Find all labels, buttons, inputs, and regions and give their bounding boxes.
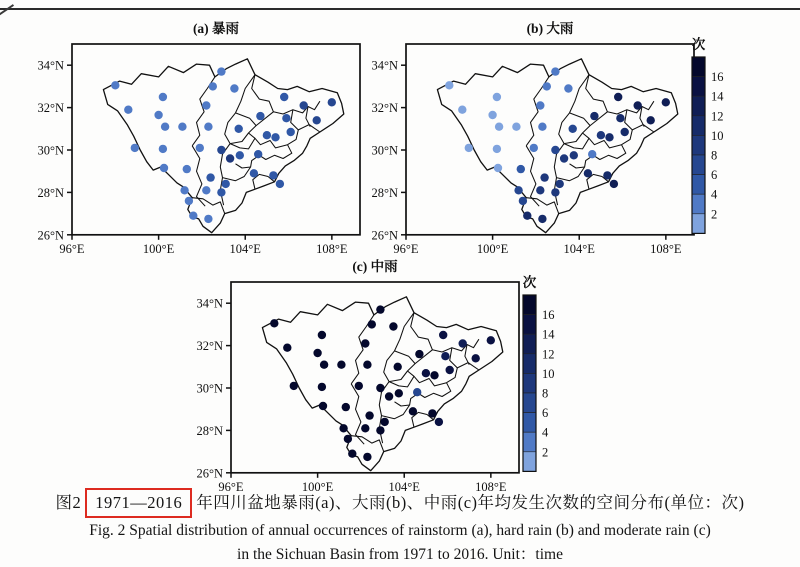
station-dot <box>111 81 119 89</box>
y-tick-label: 34°N <box>196 296 223 311</box>
station-dot <box>313 349 321 357</box>
colorbar-segment <box>692 116 705 136</box>
map-panel-moderate-rain <box>195 256 535 499</box>
station-dot <box>300 101 308 109</box>
prefecture-boundary <box>273 101 320 114</box>
station-dot <box>610 180 618 188</box>
station-dot <box>209 82 217 90</box>
station-dot <box>318 383 326 391</box>
station-dot <box>385 392 393 400</box>
x-tick-label: 100°E <box>476 241 509 256</box>
station-dot <box>235 125 243 133</box>
station-dot <box>276 180 284 188</box>
station-dot <box>202 101 210 109</box>
station-dot <box>564 84 572 92</box>
prefecture-boundary <box>382 405 410 419</box>
prefecture-boundary <box>564 138 589 149</box>
colorbar-tick-label: 10 <box>711 128 724 143</box>
station-dot <box>376 384 384 392</box>
y-tick-label: 28°N <box>37 185 64 200</box>
station-dot <box>282 114 290 122</box>
y-tick-label: 26°N <box>196 466 223 481</box>
y-tick-label: 30°N <box>196 381 223 396</box>
station-dot <box>523 212 531 220</box>
x-tick-label: 96°E <box>218 479 244 494</box>
colorbar-segment <box>523 315 536 335</box>
colorbar-tick-label: 4 <box>711 187 718 202</box>
station-dot <box>287 128 295 136</box>
y-tick-label: 32°N <box>37 101 64 116</box>
station-dot <box>487 336 495 344</box>
station-dot <box>588 150 596 158</box>
station-dot <box>488 111 496 119</box>
station-dot <box>236 151 244 159</box>
colorbar-segment <box>692 194 705 214</box>
y-tick-label: 28°N <box>371 185 398 200</box>
station-dot <box>551 67 559 75</box>
colorbar-tick-label: 2 <box>711 207 718 222</box>
station-dot <box>512 123 520 131</box>
station-dot <box>538 215 546 223</box>
prefecture-boundary <box>192 146 205 206</box>
station-dot <box>647 116 655 124</box>
station-dot <box>124 106 132 114</box>
station-dot <box>614 93 622 101</box>
colorbar-tick-label: 6 <box>711 168 718 183</box>
station-dot <box>570 151 578 159</box>
station-dot <box>409 407 417 415</box>
station-dot <box>361 339 369 347</box>
station-dot <box>160 164 168 172</box>
station-dot <box>342 403 350 411</box>
station-dot <box>530 144 538 152</box>
y-tick-label: 32°N <box>371 101 398 116</box>
station-dot <box>363 453 371 461</box>
colorbar-tick-label: 2 <box>542 445 549 460</box>
station-dot <box>159 145 167 153</box>
station-dot <box>493 145 501 153</box>
x-tick-label: 100°E <box>301 479 334 494</box>
station-dot <box>339 424 347 432</box>
prefecture-boundary <box>432 339 479 352</box>
station-dot <box>363 361 371 369</box>
prefecture-boundary <box>230 113 256 144</box>
station-dot <box>435 418 443 426</box>
station-dot <box>395 389 403 397</box>
caption-figure-number: 图2 <box>55 493 82 512</box>
station-dot <box>394 363 402 371</box>
prefecture-boundary <box>607 101 654 114</box>
station-dot <box>328 98 336 106</box>
station-dot <box>430 371 438 379</box>
station-dot <box>222 180 230 188</box>
station-dot <box>422 369 430 377</box>
y-tick-label: 32°N <box>196 339 223 354</box>
station-dot <box>280 93 288 101</box>
station-dot <box>355 382 363 390</box>
prefecture-boundary <box>306 107 310 127</box>
station-dot <box>178 123 186 131</box>
station-dot <box>459 339 467 347</box>
station-dot <box>458 106 466 114</box>
province-outline <box>103 59 343 233</box>
station-dot <box>389 322 397 330</box>
station-dot <box>283 344 291 352</box>
station-dot <box>313 116 321 124</box>
prefecture-boundary <box>640 107 644 127</box>
colorbar-tick-label: 16 <box>711 70 724 85</box>
station-dot <box>263 131 271 139</box>
station-dot <box>270 319 278 327</box>
station-dot <box>337 361 345 369</box>
station-dot <box>621 128 629 136</box>
station-dot <box>189 212 197 220</box>
colorbar-tick-label: 10 <box>542 366 555 381</box>
station-dot <box>465 144 473 152</box>
station-dot <box>196 144 204 152</box>
colorbar-segment <box>523 373 536 393</box>
station-dot <box>376 305 384 313</box>
station-dot <box>446 366 454 374</box>
station-dot <box>254 150 262 158</box>
colorbar-segment <box>523 295 536 315</box>
station-dot <box>348 450 356 458</box>
colorbar-tick-label: 6 <box>542 406 549 421</box>
x-tick-label: 108°E <box>316 241 348 256</box>
station-dot <box>413 388 421 396</box>
prefecture-boundary <box>564 113 590 144</box>
caption-chinese-text: 年四川盆地暴雨(a)、大雨(b)、中雨(c)年均发生次数的空间分布(单位：次) <box>196 493 745 512</box>
prefecture-boundary <box>457 363 479 370</box>
figure-caption <box>0 487 800 567</box>
prefecture-boundary <box>632 125 654 132</box>
station-dot <box>439 331 447 339</box>
colorbar-svg <box>690 36 746 246</box>
station-dot <box>569 125 577 133</box>
station-dot <box>344 435 352 443</box>
station-dot <box>634 101 642 109</box>
station-dot <box>365 411 373 419</box>
caption-english-line1: Fig. 2 Spatial distribution of annual occurrences of rainstorm (a), hard rain (b) and moderate rain (c) <box>89 522 711 539</box>
station-dot <box>428 409 436 417</box>
highlighted-year-range: 1971—2016 <box>85 488 192 518</box>
prefecture-boundary <box>230 138 255 149</box>
station-dot <box>154 111 162 119</box>
prefecture-boundary <box>298 125 320 132</box>
station-dot <box>217 146 225 154</box>
colorbar-tick-label: 8 <box>542 386 549 401</box>
y-tick-label: 30°N <box>371 143 398 158</box>
colorbar-segment <box>692 96 705 116</box>
station-dot <box>560 154 568 162</box>
colorbar-segment <box>523 334 536 354</box>
station-dot <box>319 402 327 410</box>
station-dot <box>361 424 369 432</box>
station-dot <box>584 169 592 177</box>
y-tick-label: 34°N <box>371 58 398 73</box>
colorbar-hard-rain <box>690 36 746 251</box>
scan-artifact-mark <box>0 4 14 16</box>
colorbar-svg <box>521 274 577 484</box>
caption-english-line2: in the Sichuan Basin from 1971 to 2016. Unit：time <box>237 546 563 563</box>
station-dot <box>415 350 423 358</box>
colorbar-segment <box>692 155 705 175</box>
y-tick-label: 26°N <box>371 228 398 243</box>
station-dot <box>536 101 544 109</box>
map-frame <box>231 282 519 473</box>
colorbar-segment <box>523 452 536 472</box>
station-dot <box>217 188 225 196</box>
prefecture-boundary <box>351 384 364 444</box>
prefecture-boundary <box>192 198 225 214</box>
colorbar-tick-label: 12 <box>542 347 555 362</box>
y-tick-label: 34°N <box>37 58 64 73</box>
colorbar-segment <box>692 77 705 97</box>
prefecture-boundary <box>223 167 251 181</box>
station-dot <box>538 123 546 131</box>
station-dot <box>271 133 279 141</box>
panel-title-b: (b) 大雨 <box>526 21 574 36</box>
colorbar-segment <box>523 393 536 413</box>
station-dot <box>290 382 298 390</box>
prefecture-boundary <box>351 436 384 452</box>
y-tick-label: 28°N <box>196 423 223 438</box>
station-dot <box>204 123 212 131</box>
page-top-border <box>0 8 800 10</box>
station-dot <box>381 418 389 426</box>
map-panel-rainstorm <box>36 18 376 261</box>
colorbar-unit-label: 次 <box>522 275 537 290</box>
sichuan-map-svg-c <box>195 256 535 494</box>
station-dot <box>556 180 564 188</box>
station-dot <box>202 186 210 194</box>
station-dot <box>161 123 169 131</box>
colorbar-segment <box>692 57 705 77</box>
station-dot <box>183 165 191 173</box>
station-dot <box>495 123 503 131</box>
map-panel-hard-rain <box>370 18 710 261</box>
map-frame <box>72 44 360 235</box>
sichuan-map-svg-a <box>36 18 376 256</box>
colorbar-tick-label: 4 <box>542 425 549 440</box>
colorbar-tick-label: 14 <box>711 89 724 104</box>
station-dot <box>494 164 502 172</box>
station-dot <box>493 93 501 101</box>
station-dot <box>662 98 670 106</box>
x-tick-label: 96°E <box>393 241 419 256</box>
colorbar-tick-label: 14 <box>542 327 555 342</box>
caption-chinese <box>0 487 800 519</box>
prefecture-boundary <box>526 146 539 206</box>
station-dot <box>551 188 559 196</box>
x-tick-label: 108°E <box>475 479 507 494</box>
station-dot <box>514 186 522 194</box>
station-dot <box>320 361 328 369</box>
panel-title-a: (a) 暴雨 <box>192 21 240 36</box>
station-dot <box>185 197 193 205</box>
station-dot <box>256 112 264 120</box>
x-tick-label: 96°E <box>59 241 85 256</box>
station-dot <box>445 81 453 89</box>
station-dot <box>180 186 188 194</box>
station-dot <box>616 114 624 122</box>
colorbar-segment <box>523 354 536 374</box>
station-dot <box>540 173 548 181</box>
panel-title-c: (c) 中雨 <box>352 259 398 274</box>
station-dot <box>605 133 613 141</box>
sichuan-map-svg-b <box>370 18 710 256</box>
x-tick-label: 104°E <box>388 479 420 494</box>
prefecture-boundary <box>389 376 414 387</box>
colorbar-tick-label: 12 <box>711 109 724 124</box>
colorbar-segment <box>692 135 705 155</box>
station-dot <box>217 67 225 75</box>
station-dot <box>250 169 258 177</box>
map-frame <box>406 44 694 235</box>
station-dot <box>131 144 139 152</box>
colorbar-unit-label: 次 <box>691 37 706 52</box>
prefecture-boundary <box>389 351 415 382</box>
station-dot <box>204 215 212 223</box>
prefecture-boundary <box>526 198 559 214</box>
station-dot <box>597 131 605 139</box>
province-outline <box>262 297 502 471</box>
colorbar-segment <box>692 214 705 234</box>
colorbar-segment <box>523 432 536 452</box>
station-dot <box>543 82 551 90</box>
colorbar-tick-label: 8 <box>711 148 718 163</box>
y-tick-label: 30°N <box>37 143 64 158</box>
station-dot <box>551 146 559 154</box>
station-dot <box>517 165 525 173</box>
station-dot <box>519 197 527 205</box>
prefecture-boundary <box>557 167 585 181</box>
province-outline <box>437 59 677 233</box>
colorbar-moderate-rain <box>521 274 577 489</box>
x-tick-label: 104°E <box>563 241 595 256</box>
colorbar-segment <box>692 175 705 195</box>
station-dot <box>472 354 480 362</box>
station-dot <box>376 426 384 434</box>
station-dot <box>269 171 277 179</box>
station-dot <box>226 154 234 162</box>
station-dot <box>441 352 449 360</box>
station-dot <box>590 112 598 120</box>
station-dot <box>318 331 326 339</box>
colorbar-tick-label: 16 <box>542 308 555 323</box>
station-dot <box>368 320 376 328</box>
colorbar-segment <box>523 413 536 433</box>
station-dot <box>206 173 214 181</box>
station-dot <box>159 93 167 101</box>
x-tick-label: 108°E <box>650 241 682 256</box>
station-dot <box>603 171 611 179</box>
x-tick-label: 100°E <box>142 241 175 256</box>
x-tick-label: 104°E <box>229 241 261 256</box>
y-tick-label: 26°N <box>37 228 64 243</box>
station-dot <box>536 186 544 194</box>
prefecture-boundary <box>465 345 469 365</box>
station-dot <box>230 84 238 92</box>
